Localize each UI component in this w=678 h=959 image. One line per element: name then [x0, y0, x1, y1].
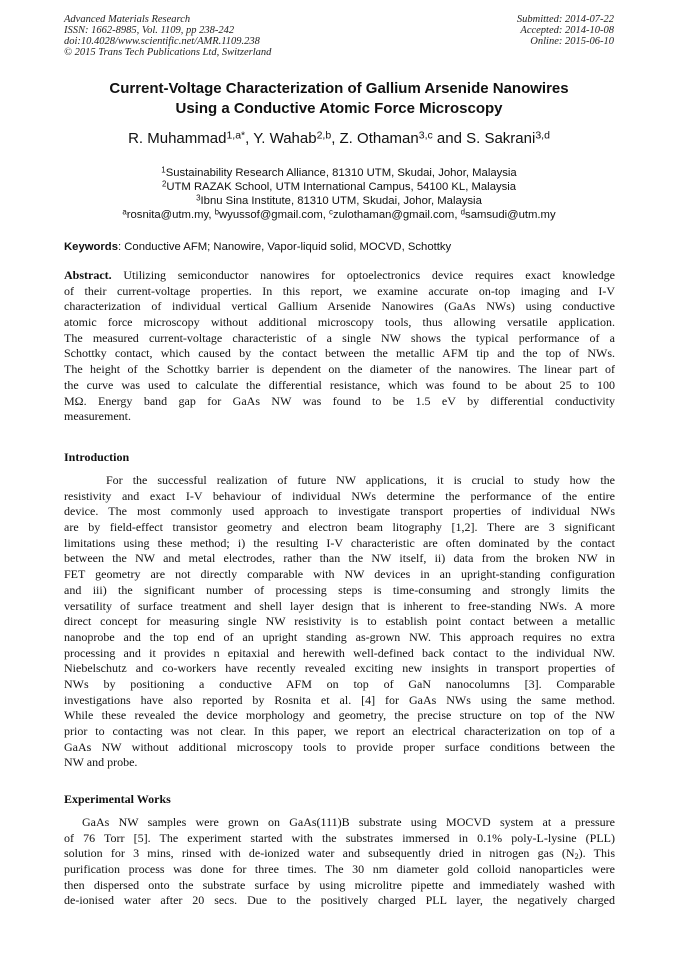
introduction-section	[64, 450, 615, 771]
affiliation-2-marker: 2	[161, 179, 167, 189]
email-c[interactable]: zulothaman@gmail.com,	[333, 209, 461, 221]
keywords-line	[64, 240, 624, 254]
introduction-line: NW and probe.	[64, 755, 138, 770]
experimental-line: de-ionised water after 20 secs. Due to the positively charged PLL layer, the negatively charged	[64, 893, 615, 908]
introduction-line: GaAs NW without additional microscopy tools to provide proper surface conditions between the	[64, 739, 615, 754]
experimental-line-end: ). This	[578, 846, 615, 861]
introduction-line: NWs by positioning a conductive AFM on top of GaN nanocolumns [3]. Comparable	[64, 676, 615, 691]
author-4-marker: 3,d	[535, 129, 550, 142]
abstract-line: MΩ. Energy band gap for GaAs NW was found to be 1.5 eV by differential conductivity	[64, 393, 615, 408]
author-1-marker: 1,a*	[226, 129, 246, 142]
experimental-line	[64, 846, 615, 862]
issn-volume: ISSN: 1662-8985, Vol. 1109, pp 238-242	[64, 25, 235, 36]
introduction-line: Niebelschutz and co-workers have recently revealed exciting new insights in transport properties of	[64, 661, 615, 676]
keywords-label: Keywords	[64, 241, 118, 253]
email-c-marker: c	[329, 207, 333, 217]
abstract	[64, 268, 615, 425]
experimental-line: then dispersed onto the substrate surface by using microlitre pipette and immediately washed with	[64, 877, 615, 892]
abstract-label: Abstract.	[64, 268, 112, 282]
introduction-line: are by field-effect transistor geometry and electron beam litography [1,2]. There are 3 significant	[64, 520, 615, 535]
experimental-heading: Experimental Works	[64, 792, 171, 806]
abstract-line: The height of the Schottky barrier is dependent on the diameter of the nanowires. The linear part of	[64, 362, 615, 377]
introduction-line: FET geometry are not directly comparable with NW devices in an upright-standing configuration	[64, 567, 615, 582]
affiliation-1	[20, 166, 658, 180]
introduction-line: direct concept for measuring single NW resistivity is to establish point contact between a metallic	[64, 614, 615, 629]
affiliation-1-marker: 1	[161, 165, 166, 175]
introduction-line: prior to contacting was not clear. In this paper, we report an electrical characterization on top of a	[64, 724, 615, 738]
author-list	[20, 130, 658, 148]
keywords-text: : Conductive AFM; Nanowire, Vapor-liquid solid, MOCVD, Schottky	[118, 241, 452, 253]
introduction-line: investigations have also reported by Rosnita et al. [4] for GaAs NWs using the same method.	[64, 692, 615, 707]
affiliation-2-text: UTM RAZAK School, UTM International Campus, 54100 KL, Malaysia	[166, 181, 517, 193]
nitrogen-subscript: 2	[574, 852, 579, 862]
author-3: , Z. Othaman	[331, 130, 419, 147]
email-d-marker: d	[460, 207, 466, 217]
author-1: R. Muhammad	[128, 130, 227, 147]
author-2: , Y. Wahab	[245, 130, 317, 147]
author-emails	[20, 208, 658, 222]
paper-title	[40, 79, 638, 119]
experimental-line-text: solution for 3 mins, rinsed with de-ionized water and subsequently dried in nitrogen gas (N	[64, 846, 575, 861]
author-2-marker: 2,b	[316, 129, 332, 142]
abstract-line: the curve was used to calculate the differential resistance, which was found to be about 25 to 100	[64, 377, 615, 392]
experimental-line: purification process was done for three times. The 30 nm diameter gold colloid nanoparticles were	[64, 862, 615, 877]
abstract-line: measurement.	[64, 409, 131, 424]
title-line-1: Current-Voltage Characterization of Gallium Arsenide Nanowires	[109, 80, 569, 97]
copyright: © 2015 Trans Tech Publications Ltd, Switzerland	[64, 47, 272, 58]
affiliation-2	[20, 180, 658, 194]
affiliation-3	[20, 194, 658, 208]
abstract-line: of their current-voltage properties. In this report, we examine accurate on-top imaging and I-V	[64, 283, 615, 298]
author-3-marker: 3,c	[418, 129, 433, 142]
email-d[interactable]: samsudi@utm.my	[465, 209, 556, 221]
abstract-line: atomic force microscopy without additional microscopy tools, thus allowing versatile application.	[64, 315, 615, 330]
experimental-line: GaAs NW samples were grown on GaAs(111)B substrate using MOCVD system at a pressure	[82, 815, 615, 829]
introduction-line: processing and it provides n epitaxial and herewith well-defined back contact to the individual NW.	[64, 645, 615, 660]
author-4: and S. Sakrani	[432, 130, 536, 147]
introduction-line: versatility of surface treatment and shell layer design that is inherent to free-standing NWs. A more	[64, 598, 615, 613]
journal-header-left	[64, 14, 364, 58]
experimental-section	[64, 792, 615, 909]
introduction-line: and iii) the significant number of processing steps is time-consuming and strongly limits the	[64, 582, 615, 597]
experimental-line: of 76 Torr [5]. The experiment started with the substrates immersed in 0.1% poly-L-lysine (PLL)	[64, 830, 615, 845]
abstract-line: Schottky contact, which caused by the contact between the metallic AFM tip and the top of NWs.	[64, 346, 615, 361]
abstract-line-text: Utilizing semiconductor nanowires for optoelectronics device requires exact knowledge	[111, 268, 615, 282]
accepted-date: Accepted: 2014-10-08	[520, 25, 614, 36]
introduction-line: While these revealed the device morphology and geometry, the precise structure on top of the NW	[64, 708, 615, 723]
submitted-date: Submitted: 2014-07-22	[516, 14, 614, 25]
abstract-line: The measured current-voltage characteristic of a single NW shows the typical performance of a	[64, 330, 615, 345]
introduction-line: device. The most commonly used approach to investigate transport properties of individual NWs	[64, 504, 615, 519]
online-date: Online: 2015-06-10	[530, 36, 614, 47]
doi-link[interactable]: doi:10.4028/www.scientific.net/AMR.1109.238	[64, 36, 260, 47]
introduction-heading: Introduction	[64, 450, 130, 464]
email-a[interactable]: rosnita@utm.my,	[126, 209, 215, 221]
introduction-line: nanoprobe and the top end of an upright standing as-grown NW. This approach requires no extra	[64, 629, 615, 644]
abstract-line	[64, 268, 615, 284]
journal-header-right	[414, 14, 614, 47]
affiliation-3-marker: 3	[196, 193, 201, 203]
introduction-line: limitations using these method; i) the resulting I-V characteristic are often dominated by the contact	[64, 535, 615, 550]
introduction-line: For the successful realization of future NW applications, it is crucial to study how the	[106, 473, 615, 487]
title-line-2: Using a Conductive Atomic Force Microscopy	[175, 100, 503, 117]
abstract-line: characterization of individual vertical Gallium Arsenide Nanowires (GaAs NWs) using conductive	[64, 299, 615, 314]
affiliation-3-text: Ibnu Sina Institute, 81310 UTM, Skudai, Johor, Malaysia	[200, 195, 482, 207]
affiliation-1-text: Sustainability Research Alliance, 81310 UTM, Skudai, Johor, Malaysia	[165, 167, 517, 179]
introduction-line: between the NW and metal electrodes, rather than the NW itself, ii) data from the broken NW in	[64, 551, 615, 566]
email-b[interactable]: wyussof@gmail.com,	[219, 209, 330, 221]
email-b-marker: b	[214, 207, 220, 217]
email-a-marker: a	[122, 207, 127, 217]
journal-name: Advanced Materials Research	[64, 14, 191, 25]
introduction-line: resistivity and exact I-V behaviour of individual NWs determine the performance of the entire	[64, 488, 615, 503]
